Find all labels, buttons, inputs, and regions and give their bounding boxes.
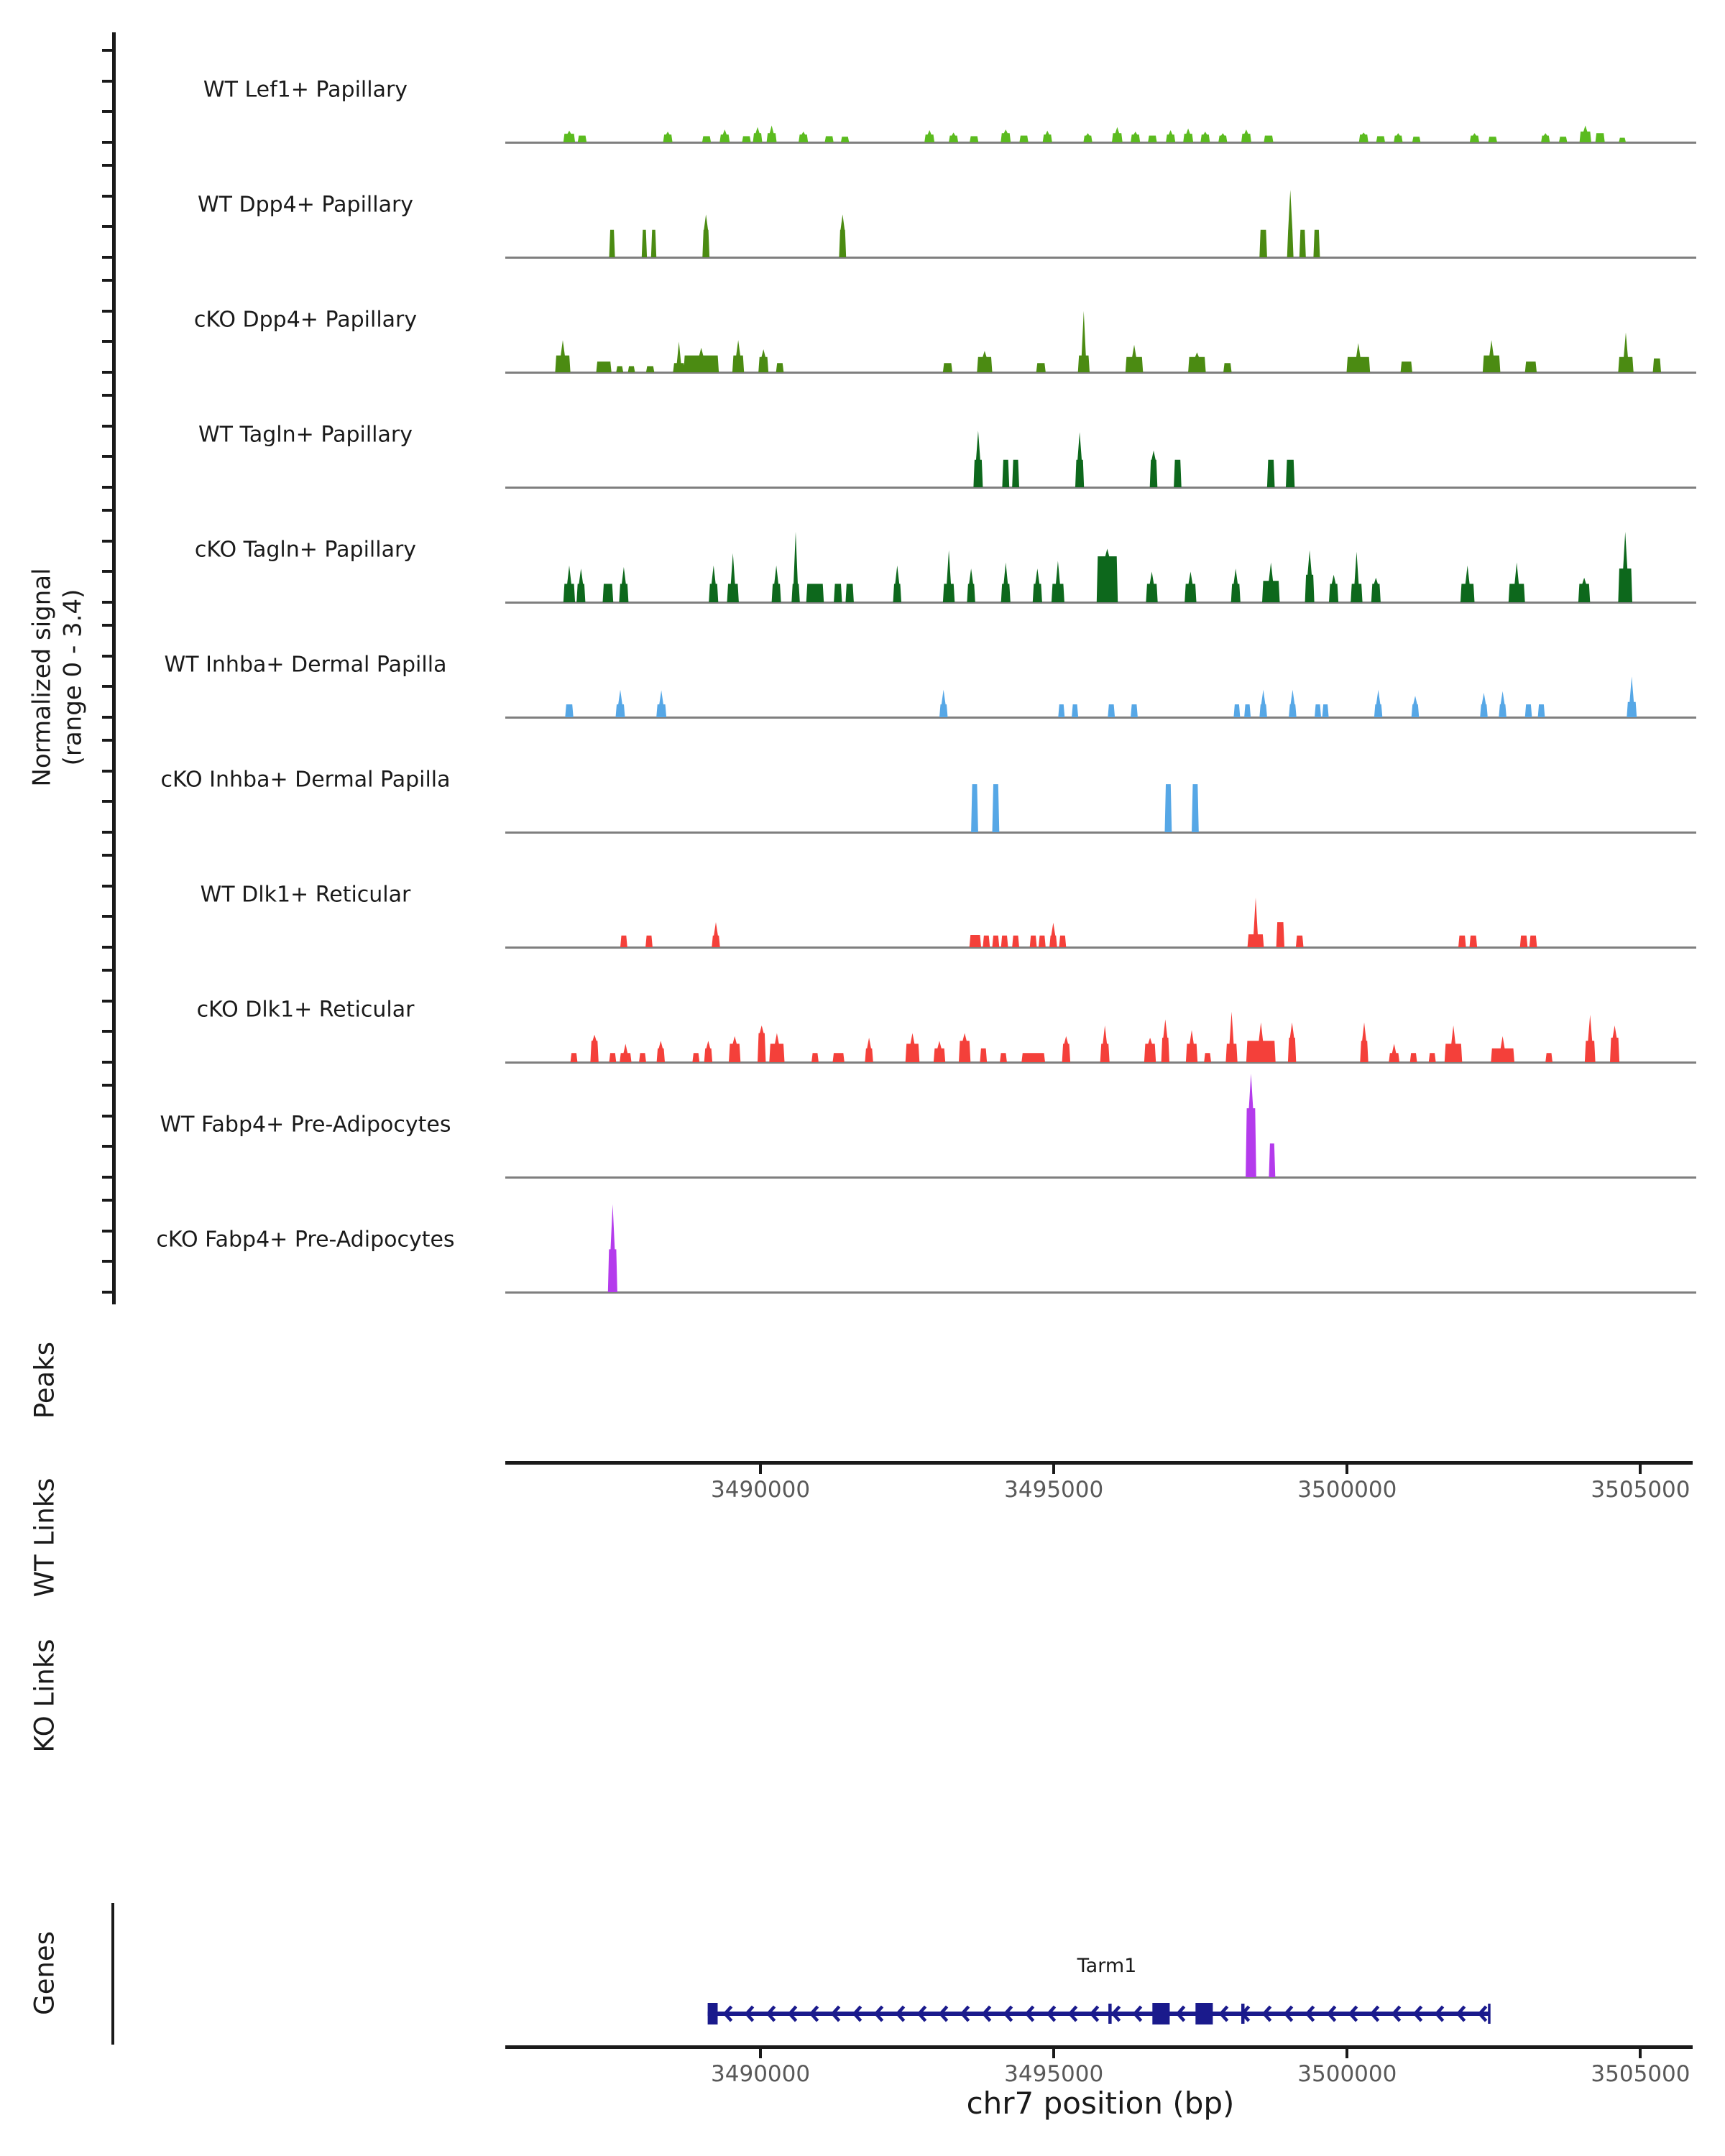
signal-y-axis-tick — [102, 340, 113, 343]
signal-track-3 — [505, 266, 1696, 374]
signal-track-11 — [505, 1186, 1696, 1294]
signal-y-axis-tick — [102, 1260, 113, 1263]
signal-area — [608, 1204, 617, 1292]
signal-track-5 — [505, 496, 1696, 604]
signal-y-axis-tick — [102, 685, 113, 688]
gene-exon — [1195, 2003, 1213, 2024]
signal-y-axis-tick — [102, 1084, 113, 1087]
section-label-wt-links: WT Links — [29, 1478, 60, 1598]
track-label: cKO Tagln+ Papillary — [194, 537, 417, 563]
signal-y-axis-tick — [102, 601, 113, 604]
signal-track-9 — [505, 956, 1696, 1064]
x-axis-tick — [1639, 2048, 1642, 2058]
x-axis-tick-label: 3495000 — [1004, 1477, 1104, 1503]
gene-exon — [1152, 2003, 1169, 2024]
signal-y-axis-tick — [102, 915, 113, 918]
signal-area — [1246, 1074, 1275, 1177]
x-axis-tick-label: 3505000 — [1591, 1477, 1690, 1503]
signal-track-6 — [505, 611, 1696, 719]
gene-exon — [1241, 2004, 1244, 2024]
gene-exon — [708, 2003, 718, 2024]
signal-track-8 — [505, 841, 1696, 949]
signal-y-axis-tick — [102, 800, 113, 803]
x-axis-tick-label: 3490000 — [711, 2061, 811, 2087]
signal-track-7 — [505, 726, 1696, 834]
signal-y-axis-tick — [102, 831, 113, 834]
x-axis-tick-label: 3490000 — [711, 1477, 811, 1503]
signal-y-axis-tick — [102, 49, 113, 52]
signal-y-axis-tick — [102, 969, 113, 972]
x-axis-tick-label: 3505000 — [1591, 2061, 1690, 2087]
signal-y-axis-tick — [102, 371, 113, 374]
x-axis-tick-label: 3495000 — [1004, 2061, 1104, 2087]
section-label-genes: Genes — [29, 1931, 60, 2015]
signal-y-axis-tick — [102, 854, 113, 857]
x-axis-tick — [1052, 2048, 1055, 2058]
x-axis-tick — [1346, 2048, 1348, 2058]
signal-y-axis-tick — [102, 225, 113, 228]
signal-y-axis-tick — [102, 716, 113, 719]
track-label: WT Fabp4+ Pre-Adipocytes — [160, 1112, 451, 1138]
x-axis-tick — [759, 1464, 762, 1474]
signal-y-axis-tick — [102, 455, 113, 458]
section-label-ko-links: KO Links — [29, 1639, 60, 1753]
signal-area — [565, 676, 1637, 717]
track-label: cKO Fabp4+ Pre-Adipocytes — [156, 1227, 455, 1253]
x-axis-tick — [1639, 1464, 1642, 1474]
signal-area — [555, 311, 1661, 372]
signal-y-axis-tick — [102, 509, 113, 512]
signal-track-4 — [505, 381, 1696, 489]
x-axis-tick — [1052, 1464, 1055, 1474]
signal-y-axis-tick — [102, 279, 113, 282]
signal-track-10 — [505, 1071, 1696, 1179]
gene-exon — [1108, 2004, 1111, 2024]
signal-area — [564, 532, 1632, 602]
x-axis-title: chr7 position (bp) — [966, 2086, 1235, 2121]
genes-bracket-line — [111, 1903, 114, 2045]
signal-track-2 — [505, 151, 1696, 259]
signal-y-axis-tick — [102, 1176, 113, 1179]
signal-y-axis-tick — [102, 1030, 113, 1033]
x-axis-tick — [759, 2048, 762, 2058]
signal-y-axis-tick — [102, 1291, 113, 1294]
track-label: cKO Dlk1+ Reticular — [196, 997, 415, 1023]
gene-exon — [1488, 2004, 1491, 2024]
signal-area — [571, 1012, 1620, 1062]
signal-y-axis-tick — [102, 1199, 113, 1202]
signal-y-axis-tick — [102, 110, 113, 113]
y-axis-label-line2: (range 0 - 3.4) — [58, 589, 87, 766]
x-axis-line — [505, 1461, 1693, 1465]
x-axis-tick-label: 3500000 — [1297, 2061, 1397, 2087]
signal-y-axis-tick — [102, 394, 113, 397]
signal-track-1 — [505, 36, 1696, 144]
section-label-peaks: Peaks — [29, 1341, 60, 1419]
signal-y-axis-tick — [102, 486, 113, 489]
track-label: WT Tagln+ Papillary — [198, 422, 413, 448]
x-axis-tick-label: 3500000 — [1297, 1477, 1397, 1503]
x-axis-tick — [1346, 1464, 1348, 1474]
gene-model-tarm1 — [505, 1981, 1696, 2047]
signal-y-axis-tick — [102, 256, 113, 259]
signal-y-axis-tick — [102, 624, 113, 627]
signal-area — [971, 784, 1199, 832]
signal-y-axis-tick — [102, 164, 113, 167]
gene-name-label: Tarm1 — [1077, 1955, 1137, 1977]
track-label: WT Dpp4+ Papillary — [197, 192, 414, 218]
signal-area — [564, 126, 1626, 142]
track-label: cKO Dpp4+ Papillary — [193, 307, 418, 333]
signal-y-axis-tick — [102, 1061, 113, 1064]
track-label: cKO Inhba+ Dermal Papilla — [160, 767, 451, 793]
track-label: WT Lef1+ Papillary — [203, 77, 408, 103]
signal-area — [620, 898, 1537, 947]
signal-area — [610, 190, 1320, 257]
signal-y-axis-tick — [102, 946, 113, 949]
signal-area — [973, 430, 1294, 487]
signal-y-axis-tick — [102, 141, 113, 144]
signal-y-axis-tick — [102, 1145, 113, 1148]
signal-y-axis-tick — [102, 570, 113, 573]
signal-y-axis-tick — [102, 739, 113, 742]
y-axis-label-line1: Normalized signal — [27, 568, 57, 787]
y-axis-label — [27, 405, 88, 951]
track-label: WT Dlk1+ Reticular — [200, 882, 411, 908]
track-label: WT Inhba+ Dermal Papilla — [164, 652, 447, 678]
